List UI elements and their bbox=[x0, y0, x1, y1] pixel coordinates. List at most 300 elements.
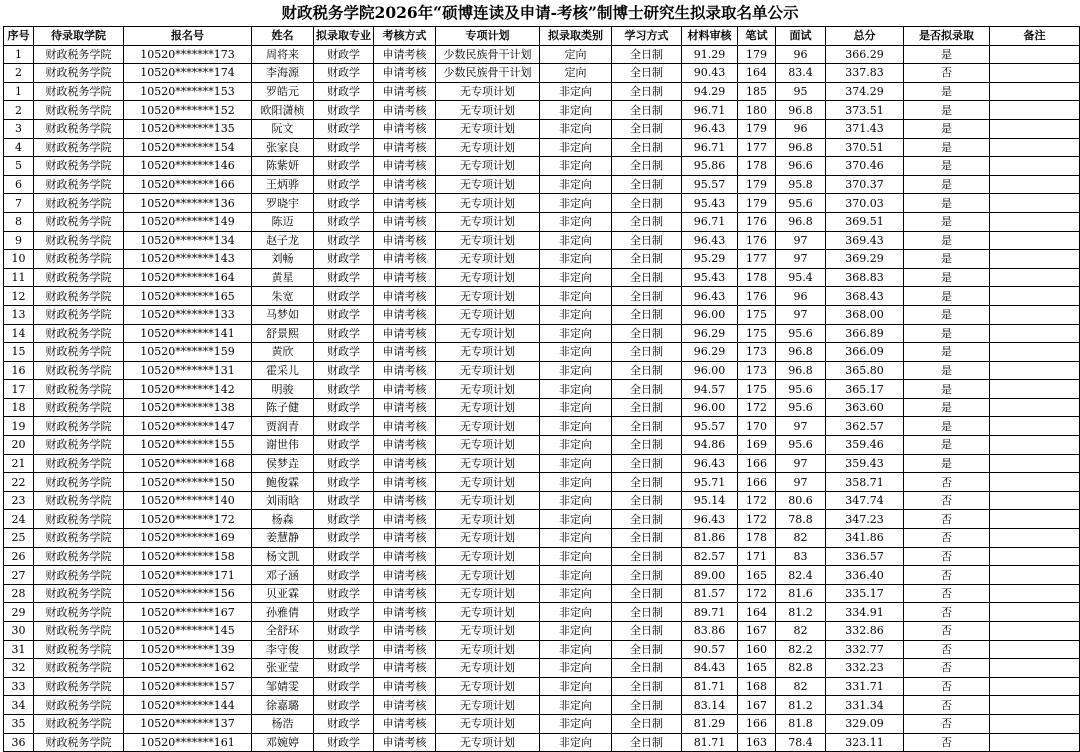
cell-major: 财政学 bbox=[314, 473, 374, 492]
table-row bbox=[4, 324, 1080, 343]
cell-written-score: 180 bbox=[738, 101, 776, 120]
cell-total-score: 370.03 bbox=[826, 194, 904, 213]
cell-material-score: 96.43 bbox=[682, 231, 738, 250]
cell-seq: 1 bbox=[4, 45, 34, 64]
cell-written-score: 165 bbox=[738, 566, 776, 585]
cell-interview-score: 83 bbox=[776, 547, 826, 566]
cell-reg-no: 10520*******153 bbox=[124, 82, 252, 101]
cell-assessment: 申请考核 bbox=[374, 510, 436, 529]
cell-reg-no: 10520*******140 bbox=[124, 491, 252, 510]
column-header-interview-score: 面试 bbox=[776, 27, 826, 46]
cell-interview-score: 96.8 bbox=[776, 212, 826, 231]
cell-material-score: 96.00 bbox=[682, 361, 738, 380]
cell-material-score: 81.29 bbox=[682, 714, 738, 733]
cell-reg-no: 10520*******133 bbox=[124, 305, 252, 324]
cell-admitted: 是 bbox=[904, 417, 990, 436]
cell-category: 非定向 bbox=[540, 622, 612, 641]
cell-special-plan: 无专项计划 bbox=[436, 287, 540, 306]
cell-special-plan: 无专项计划 bbox=[436, 566, 540, 585]
cell-seq: 1 bbox=[4, 82, 34, 101]
header-row bbox=[4, 27, 1080, 46]
cell-total-score: 368.00 bbox=[826, 305, 904, 324]
cell-admitted: 是 bbox=[904, 324, 990, 343]
cell-name: 邓子涵 bbox=[252, 566, 314, 585]
cell-name: 陈迈 bbox=[252, 212, 314, 231]
cell-admitted: 是 bbox=[904, 157, 990, 176]
cell-category: 非定向 bbox=[540, 157, 612, 176]
cell-category: 非定向 bbox=[540, 714, 612, 733]
cell-reg-no: 10520*******136 bbox=[124, 194, 252, 213]
cell-total-score: 341.86 bbox=[826, 529, 904, 548]
cell-total-score: 332.77 bbox=[826, 640, 904, 659]
cell-major: 财政学 bbox=[314, 101, 374, 120]
cell-category: 非定向 bbox=[540, 547, 612, 566]
cell-total-score: 369.43 bbox=[826, 231, 904, 250]
cell-written-score: 178 bbox=[738, 268, 776, 287]
cell-name: 赵子龙 bbox=[252, 231, 314, 250]
cell-interview-score: 96 bbox=[776, 45, 826, 64]
cell-seq: 25 bbox=[4, 529, 34, 548]
cell-assessment: 申请考核 bbox=[374, 101, 436, 120]
cell-name: 黄星 bbox=[252, 268, 314, 287]
cell-major: 财政学 bbox=[314, 622, 374, 641]
cell-remarks bbox=[990, 603, 1080, 622]
cell-college: 财政税务学院 bbox=[34, 491, 124, 510]
cell-assessment: 申请考核 bbox=[374, 491, 436, 510]
cell-reg-no: 10520*******137 bbox=[124, 714, 252, 733]
cell-assessment: 申请考核 bbox=[374, 343, 436, 362]
cell-remarks bbox=[990, 491, 1080, 510]
cell-written-score: 171 bbox=[738, 547, 776, 566]
cell-material-score: 81.86 bbox=[682, 529, 738, 548]
cell-major: 财政学 bbox=[314, 119, 374, 138]
cell-total-score: 370.46 bbox=[826, 157, 904, 176]
cell-written-score: 176 bbox=[738, 231, 776, 250]
cell-category: 非定向 bbox=[540, 733, 612, 752]
cell-admitted: 否 bbox=[904, 714, 990, 733]
cell-major: 财政学 bbox=[314, 324, 374, 343]
cell-study-mode: 全日制 bbox=[612, 305, 682, 324]
cell-interview-score: 97 bbox=[776, 454, 826, 473]
cell-material-score: 95.14 bbox=[682, 491, 738, 510]
column-header-major: 拟录取专业 bbox=[314, 27, 374, 46]
cell-material-score: 96.71 bbox=[682, 101, 738, 120]
cell-assessment: 申请考核 bbox=[374, 566, 436, 585]
cell-category: 非定向 bbox=[540, 380, 612, 399]
cell-assessment: 申请考核 bbox=[374, 529, 436, 548]
cell-major: 财政学 bbox=[314, 64, 374, 83]
cell-reg-no: 10520*******174 bbox=[124, 64, 252, 83]
cell-written-score: 173 bbox=[738, 343, 776, 362]
cell-special-plan: 无专项计划 bbox=[436, 529, 540, 548]
cell-reg-no: 10520*******139 bbox=[124, 640, 252, 659]
cell-written-score: 167 bbox=[738, 622, 776, 641]
cell-admitted: 是 bbox=[904, 175, 990, 194]
cell-category: 定向 bbox=[540, 45, 612, 64]
cell-material-score: 95.86 bbox=[682, 157, 738, 176]
cell-category: 非定向 bbox=[540, 250, 612, 269]
cell-interview-score: 82 bbox=[776, 677, 826, 696]
cell-material-score: 96.43 bbox=[682, 287, 738, 306]
cell-name: 鲍俊霖 bbox=[252, 473, 314, 492]
cell-name: 徐嘉璐 bbox=[252, 696, 314, 715]
cell-seq: 29 bbox=[4, 603, 34, 622]
cell-study-mode: 全日制 bbox=[612, 361, 682, 380]
table-row bbox=[4, 157, 1080, 176]
cell-category: 非定向 bbox=[540, 305, 612, 324]
cell-written-score: 176 bbox=[738, 212, 776, 231]
cell-assessment: 申请考核 bbox=[374, 45, 436, 64]
cell-name: 杨浩 bbox=[252, 714, 314, 733]
cell-special-plan: 无专项计划 bbox=[436, 417, 540, 436]
cell-admitted: 是 bbox=[904, 436, 990, 455]
cell-interview-score: 96.6 bbox=[776, 157, 826, 176]
cell-college: 财政税务学院 bbox=[34, 473, 124, 492]
cell-written-score: 179 bbox=[738, 45, 776, 64]
cell-assessment: 申请考核 bbox=[374, 398, 436, 417]
cell-total-score: 371.43 bbox=[826, 119, 904, 138]
cell-material-score: 81.71 bbox=[682, 733, 738, 752]
cell-major: 财政学 bbox=[314, 250, 374, 269]
cell-reg-no: 10520*******150 bbox=[124, 473, 252, 492]
cell-total-score: 332.23 bbox=[826, 659, 904, 678]
cell-major: 财政学 bbox=[314, 603, 374, 622]
column-header-total-score: 总分 bbox=[826, 27, 904, 46]
cell-remarks bbox=[990, 622, 1080, 641]
cell-admitted: 否 bbox=[904, 529, 990, 548]
cell-reg-no: 10520*******159 bbox=[124, 343, 252, 362]
table-row bbox=[4, 82, 1080, 101]
cell-total-score: 347.74 bbox=[826, 491, 904, 510]
cell-study-mode: 全日制 bbox=[612, 677, 682, 696]
cell-category: 非定向 bbox=[540, 510, 612, 529]
cell-remarks bbox=[990, 324, 1080, 343]
cell-assessment: 申请考核 bbox=[374, 584, 436, 603]
cell-assessment: 申请考核 bbox=[374, 622, 436, 641]
cell-special-plan: 无专项计划 bbox=[436, 212, 540, 231]
cell-written-score: 175 bbox=[738, 324, 776, 343]
cell-special-plan: 无专项计划 bbox=[436, 491, 540, 510]
cell-seq: 10 bbox=[4, 250, 34, 269]
cell-special-plan: 无专项计划 bbox=[436, 733, 540, 752]
cell-college: 财政税务学院 bbox=[34, 324, 124, 343]
cell-assessment: 申请考核 bbox=[374, 733, 436, 752]
cell-college: 财政税务学院 bbox=[34, 659, 124, 678]
cell-college: 财政税务学院 bbox=[34, 212, 124, 231]
table-body bbox=[4, 45, 1080, 752]
cell-assessment: 申请考核 bbox=[374, 212, 436, 231]
cell-material-score: 81.57 bbox=[682, 584, 738, 603]
cell-seq: 31 bbox=[4, 640, 34, 659]
cell-seq: 22 bbox=[4, 473, 34, 492]
cell-material-score: 96.00 bbox=[682, 305, 738, 324]
cell-assessment: 申请考核 bbox=[374, 454, 436, 473]
cell-total-score: 374.29 bbox=[826, 82, 904, 101]
cell-name: 陈子健 bbox=[252, 398, 314, 417]
cell-material-score: 95.43 bbox=[682, 194, 738, 213]
cell-seq: 32 bbox=[4, 659, 34, 678]
cell-remarks bbox=[990, 64, 1080, 83]
cell-interview-score: 95.4 bbox=[776, 268, 826, 287]
cell-study-mode: 全日制 bbox=[612, 250, 682, 269]
cell-material-score: 96.00 bbox=[682, 398, 738, 417]
cell-written-score: 166 bbox=[738, 714, 776, 733]
cell-category: 非定向 bbox=[540, 287, 612, 306]
cell-interview-score: 96 bbox=[776, 287, 826, 306]
column-header-material-score: 材料审核 bbox=[682, 27, 738, 46]
cell-major: 财政学 bbox=[314, 454, 374, 473]
cell-special-plan: 无专项计划 bbox=[436, 250, 540, 269]
cell-written-score: 175 bbox=[738, 380, 776, 399]
cell-written-score: 177 bbox=[738, 250, 776, 269]
cell-study-mode: 全日制 bbox=[612, 584, 682, 603]
cell-material-score: 90.43 bbox=[682, 64, 738, 83]
cell-admitted: 否 bbox=[904, 510, 990, 529]
cell-study-mode: 全日制 bbox=[612, 473, 682, 492]
cell-remarks bbox=[990, 231, 1080, 250]
cell-assessment: 申请考核 bbox=[374, 361, 436, 380]
cell-written-score: 165 bbox=[738, 659, 776, 678]
cell-total-score: 370.51 bbox=[826, 138, 904, 157]
cell-written-score: 178 bbox=[738, 157, 776, 176]
table-row bbox=[4, 231, 1080, 250]
cell-admitted: 否 bbox=[904, 603, 990, 622]
cell-name: 邹婧雯 bbox=[252, 677, 314, 696]
cell-study-mode: 全日制 bbox=[612, 380, 682, 399]
cell-special-plan: 无专项计划 bbox=[436, 436, 540, 455]
cell-name: 张家良 bbox=[252, 138, 314, 157]
cell-written-score: 170 bbox=[738, 417, 776, 436]
cell-seq: 16 bbox=[4, 361, 34, 380]
cell-total-score: 366.89 bbox=[826, 324, 904, 343]
cell-category: 非定向 bbox=[540, 436, 612, 455]
cell-name: 明骏 bbox=[252, 380, 314, 399]
cell-special-plan: 无专项计划 bbox=[436, 82, 540, 101]
cell-major: 财政学 bbox=[314, 157, 374, 176]
cell-major: 财政学 bbox=[314, 287, 374, 306]
cell-remarks bbox=[990, 268, 1080, 287]
cell-study-mode: 全日制 bbox=[612, 659, 682, 678]
cell-admitted: 是 bbox=[904, 398, 990, 417]
table-row bbox=[4, 287, 1080, 306]
cell-special-plan: 无专项计划 bbox=[436, 119, 540, 138]
cell-material-score: 96.43 bbox=[682, 119, 738, 138]
cell-special-plan: 无专项计划 bbox=[436, 696, 540, 715]
table-row bbox=[4, 45, 1080, 64]
cell-assessment: 申请考核 bbox=[374, 380, 436, 399]
cell-seq: 6 bbox=[4, 175, 34, 194]
cell-remarks bbox=[990, 119, 1080, 138]
cell-reg-no: 10520*******173 bbox=[124, 45, 252, 64]
cell-name: 黄欣 bbox=[252, 343, 314, 362]
cell-category: 非定向 bbox=[540, 417, 612, 436]
cell-total-score: 331.71 bbox=[826, 677, 904, 696]
cell-remarks bbox=[990, 566, 1080, 585]
cell-seq: 13 bbox=[4, 305, 34, 324]
cell-interview-score: 81.2 bbox=[776, 603, 826, 622]
cell-category: 非定向 bbox=[540, 640, 612, 659]
cell-admitted: 是 bbox=[904, 380, 990, 399]
cell-remarks bbox=[990, 473, 1080, 492]
cell-written-score: 179 bbox=[738, 119, 776, 138]
cell-major: 财政学 bbox=[314, 138, 374, 157]
column-header-assessment: 考核方式 bbox=[374, 27, 436, 46]
page-title: 财政税务学院2026年“硕博连读及申请-考核”制博士研究生拟录取名单公示 bbox=[281, 3, 799, 22]
table-row bbox=[4, 175, 1080, 194]
cell-study-mode: 全日制 bbox=[612, 212, 682, 231]
cell-assessment: 申请考核 bbox=[374, 659, 436, 678]
cell-written-score: 185 bbox=[738, 82, 776, 101]
table-row bbox=[4, 101, 1080, 120]
cell-material-score: 83.14 bbox=[682, 696, 738, 715]
cell-study-mode: 全日制 bbox=[612, 566, 682, 585]
cell-category: 非定向 bbox=[540, 231, 612, 250]
cell-category: 非定向 bbox=[540, 696, 612, 715]
cell-special-plan: 无专项计划 bbox=[436, 231, 540, 250]
cell-admitted: 否 bbox=[904, 566, 990, 585]
cell-material-score: 96.43 bbox=[682, 454, 738, 473]
cell-major: 财政学 bbox=[314, 82, 374, 101]
cell-total-score: 373.51 bbox=[826, 101, 904, 120]
cell-major: 财政学 bbox=[314, 714, 374, 733]
cell-category: 非定向 bbox=[540, 398, 612, 417]
cell-reg-no: 10520*******169 bbox=[124, 529, 252, 548]
cell-interview-score: 96.8 bbox=[776, 343, 826, 362]
cell-admitted: 是 bbox=[904, 361, 990, 380]
cell-written-score: 172 bbox=[738, 584, 776, 603]
cell-reg-no: 10520*******152 bbox=[124, 101, 252, 120]
cell-name: 贾润青 bbox=[252, 417, 314, 436]
table-row bbox=[4, 584, 1080, 603]
cell-material-score: 82.57 bbox=[682, 547, 738, 566]
cell-category: 非定向 bbox=[540, 138, 612, 157]
cell-assessment: 申请考核 bbox=[374, 696, 436, 715]
cell-seq: 7 bbox=[4, 194, 34, 213]
cell-written-score: 169 bbox=[738, 436, 776, 455]
cell-remarks bbox=[990, 417, 1080, 436]
cell-interview-score: 82.8 bbox=[776, 659, 826, 678]
cell-major: 财政学 bbox=[314, 305, 374, 324]
cell-total-score: 329.09 bbox=[826, 714, 904, 733]
cell-total-score: 369.51 bbox=[826, 212, 904, 231]
cell-written-score: 167 bbox=[738, 696, 776, 715]
column-header-study-mode: 学习方式 bbox=[612, 27, 682, 46]
cell-interview-score: 96.8 bbox=[776, 361, 826, 380]
cell-category: 非定向 bbox=[540, 361, 612, 380]
cell-interview-score: 81.8 bbox=[776, 714, 826, 733]
cell-interview-score: 83.4 bbox=[776, 64, 826, 83]
cell-total-score: 359.46 bbox=[826, 436, 904, 455]
cell-name: 朱宽 bbox=[252, 287, 314, 306]
cell-study-mode: 全日制 bbox=[612, 714, 682, 733]
cell-admitted: 否 bbox=[904, 733, 990, 752]
cell-reg-no: 10520*******161 bbox=[124, 733, 252, 752]
cell-special-plan: 无专项计划 bbox=[436, 343, 540, 362]
cell-interview-score: 82 bbox=[776, 529, 826, 548]
cell-study-mode: 全日制 bbox=[612, 436, 682, 455]
cell-remarks bbox=[990, 101, 1080, 120]
cell-college: 财政税务学院 bbox=[34, 305, 124, 324]
cell-college: 财政税务学院 bbox=[34, 398, 124, 417]
cell-special-plan: 无专项计划 bbox=[436, 101, 540, 120]
cell-admitted: 否 bbox=[904, 622, 990, 641]
cell-total-score: 365.80 bbox=[826, 361, 904, 380]
cell-admitted: 否 bbox=[904, 584, 990, 603]
cell-study-mode: 全日制 bbox=[612, 398, 682, 417]
table-row bbox=[4, 659, 1080, 678]
cell-category: 非定向 bbox=[540, 603, 612, 622]
column-header-category: 拟录取类别 bbox=[540, 27, 612, 46]
cell-major: 财政学 bbox=[314, 584, 374, 603]
table-row bbox=[4, 473, 1080, 492]
cell-reg-no: 10520*******144 bbox=[124, 696, 252, 715]
cell-name: 李海源 bbox=[252, 64, 314, 83]
cell-seq: 28 bbox=[4, 584, 34, 603]
cell-seq: 30 bbox=[4, 622, 34, 641]
cell-name: 刘雨晗 bbox=[252, 491, 314, 510]
cell-category: 非定向 bbox=[540, 491, 612, 510]
cell-special-plan: 少数民族骨干计划 bbox=[436, 45, 540, 64]
cell-major: 财政学 bbox=[314, 529, 374, 548]
cell-seq: 3 bbox=[4, 119, 34, 138]
table-row bbox=[4, 138, 1080, 157]
cell-written-score: 172 bbox=[738, 510, 776, 529]
cell-interview-score: 95.6 bbox=[776, 324, 826, 343]
cell-total-score: 366.29 bbox=[826, 45, 904, 64]
cell-major: 财政学 bbox=[314, 640, 374, 659]
cell-category: 非定向 bbox=[540, 677, 612, 696]
cell-material-score: 96.29 bbox=[682, 324, 738, 343]
cell-college: 财政税务学院 bbox=[34, 250, 124, 269]
cell-seq: 11 bbox=[4, 268, 34, 287]
column-header-name: 姓名 bbox=[252, 27, 314, 46]
cell-special-plan: 无专项计划 bbox=[436, 547, 540, 566]
cell-seq: 21 bbox=[4, 454, 34, 473]
cell-college: 财政税务学院 bbox=[34, 64, 124, 83]
table-row bbox=[4, 696, 1080, 715]
cell-assessment: 申请考核 bbox=[374, 417, 436, 436]
cell-major: 财政学 bbox=[314, 547, 374, 566]
cell-college: 财政税务学院 bbox=[34, 566, 124, 585]
cell-college: 财政税务学院 bbox=[34, 175, 124, 194]
cell-major: 财政学 bbox=[314, 510, 374, 529]
cell-special-plan: 无专项计划 bbox=[436, 361, 540, 380]
cell-remarks bbox=[990, 547, 1080, 566]
cell-admitted: 是 bbox=[904, 138, 990, 157]
cell-material-score: 96.71 bbox=[682, 138, 738, 157]
table-row bbox=[4, 417, 1080, 436]
cell-material-score: 94.57 bbox=[682, 380, 738, 399]
cell-total-score: 332.86 bbox=[826, 622, 904, 641]
cell-total-score: 331.34 bbox=[826, 696, 904, 715]
cell-admitted: 是 bbox=[904, 231, 990, 250]
cell-special-plan: 无专项计划 bbox=[436, 305, 540, 324]
cell-major: 财政学 bbox=[314, 733, 374, 752]
cell-major: 财政学 bbox=[314, 417, 374, 436]
cell-college: 财政税务学院 bbox=[34, 714, 124, 733]
cell-reg-no: 10520*******145 bbox=[124, 622, 252, 641]
cell-study-mode: 全日制 bbox=[612, 491, 682, 510]
cell-remarks bbox=[990, 138, 1080, 157]
cell-interview-score: 95.6 bbox=[776, 380, 826, 399]
cell-admitted: 是 bbox=[904, 212, 990, 231]
cell-material-score: 91.29 bbox=[682, 45, 738, 64]
cell-reg-no: 10520*******167 bbox=[124, 603, 252, 622]
cell-study-mode: 全日制 bbox=[612, 343, 682, 362]
column-header-remarks: 备注 bbox=[990, 27, 1080, 46]
table-row bbox=[4, 640, 1080, 659]
cell-interview-score: 95.6 bbox=[776, 436, 826, 455]
